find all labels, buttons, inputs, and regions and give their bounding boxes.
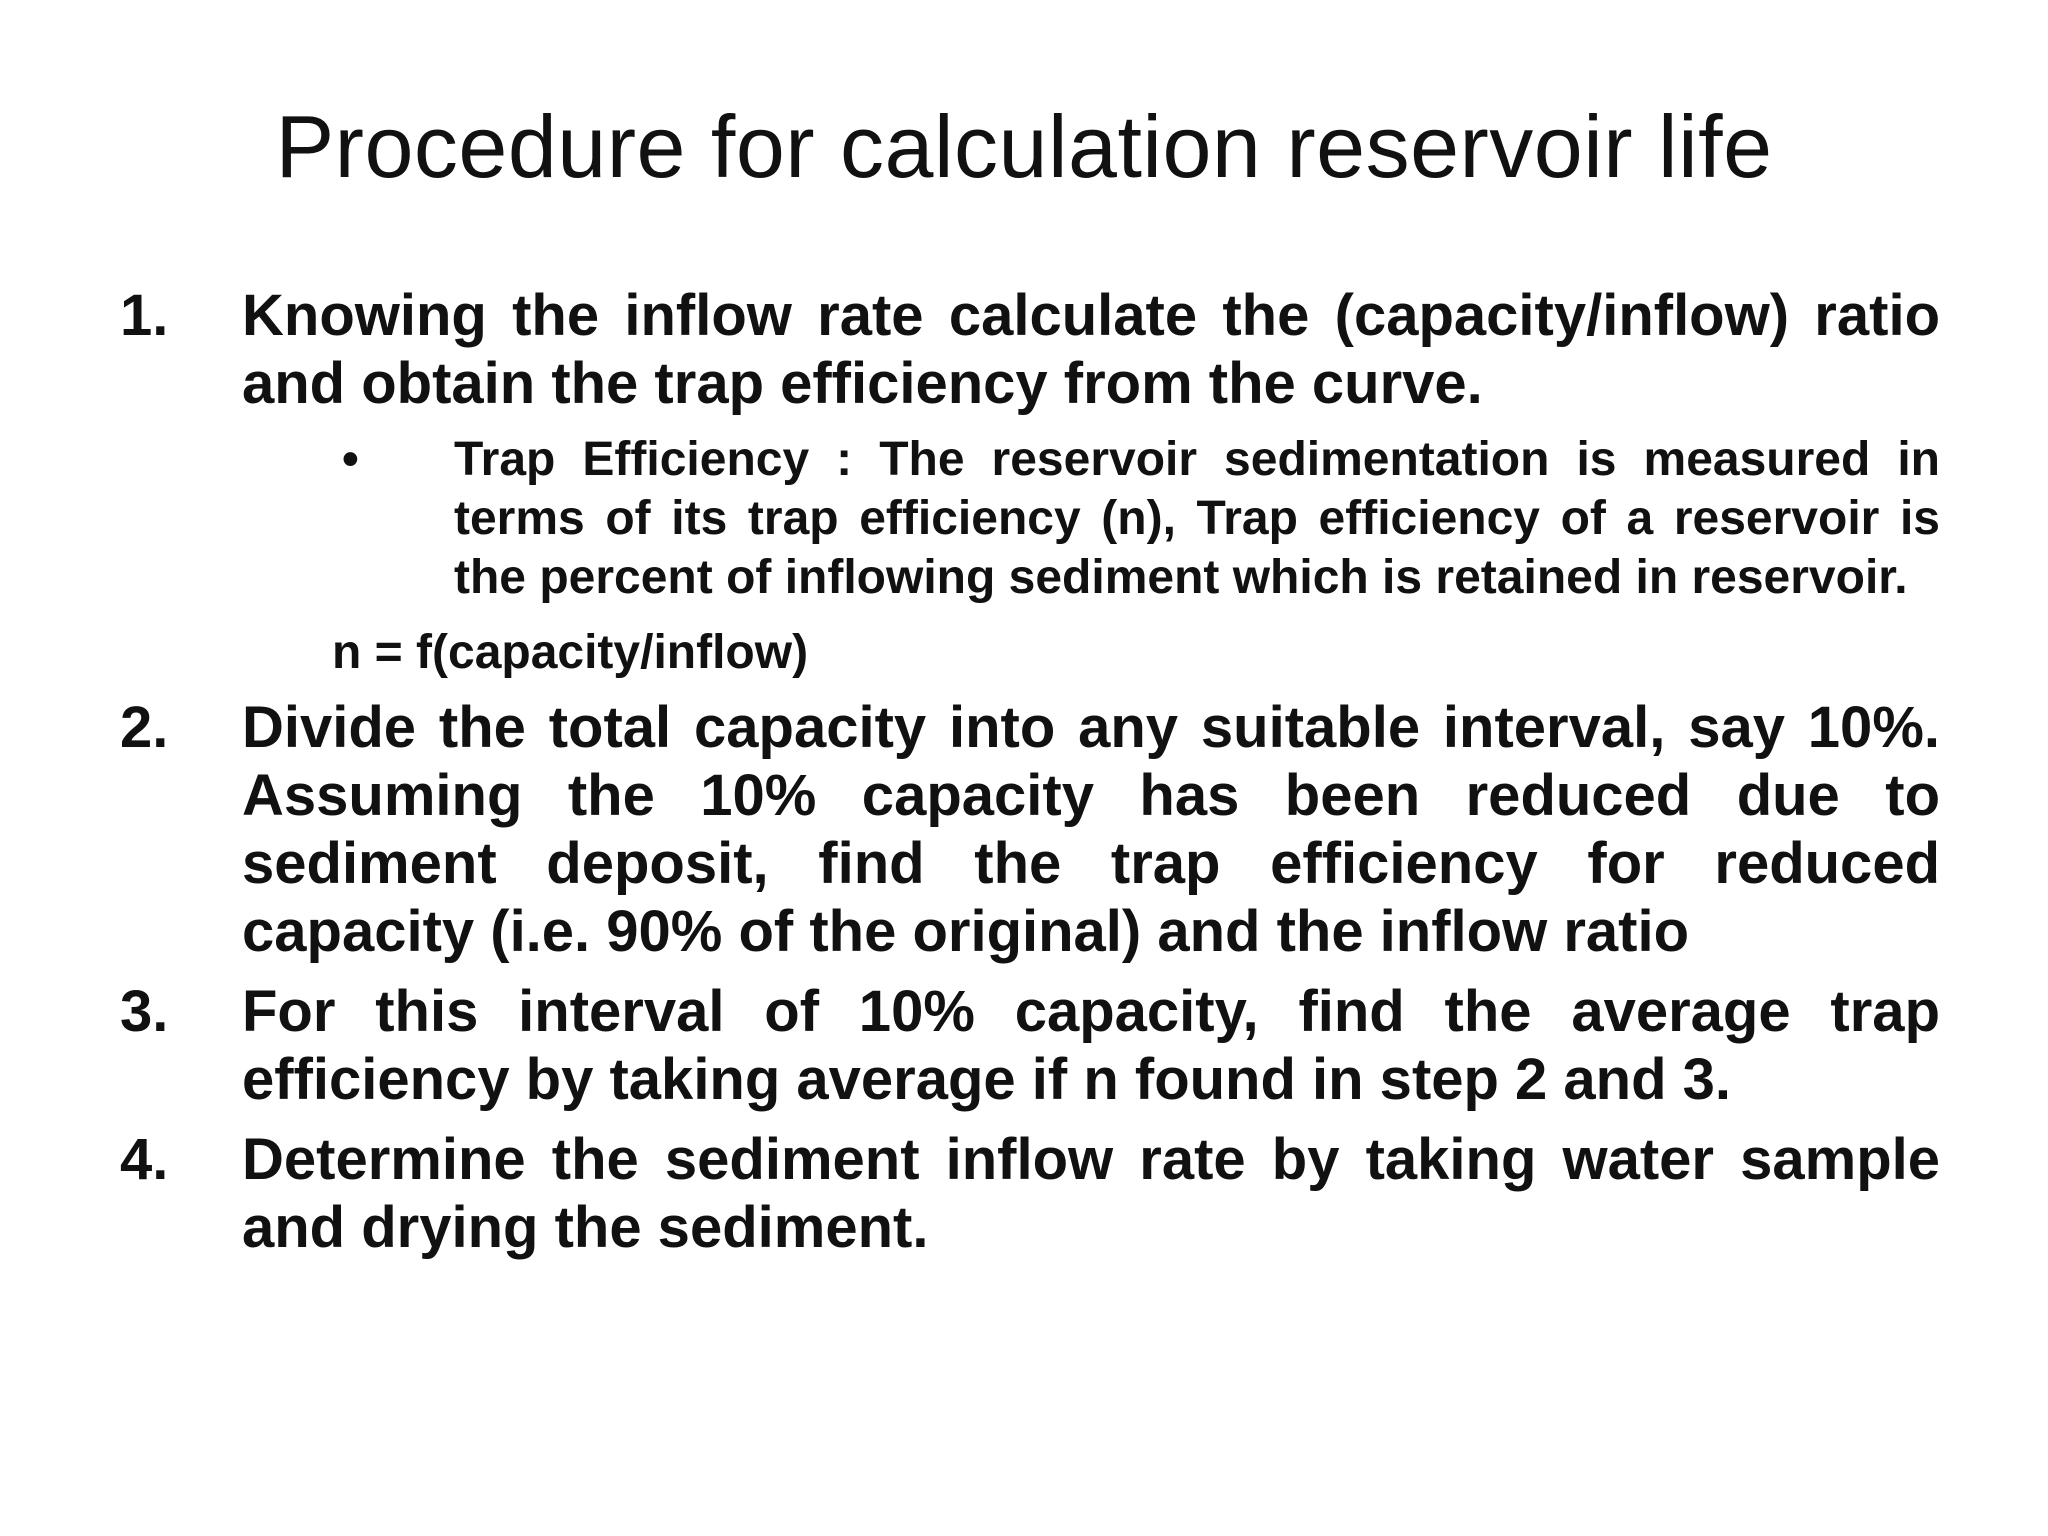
step-2	[120, 694, 1940, 966]
slide-content	[120, 282, 1940, 1274]
step-1	[120, 282, 1940, 682]
slide-title: Procedure for calculation reservoir life	[275, 97, 1773, 196]
step-3	[120, 978, 1940, 1114]
formula: n = f(capacity/inflow)	[332, 626, 809, 679]
step-number: 1.	[120, 283, 169, 348]
step-text: Knowing the inflow rate calculate the (capacity/inflow) ratio and obtain the trap efficiency from the curve.	[242, 283, 1940, 416]
step-number: 2.	[120, 695, 169, 760]
sub-bullet-trap-efficiency	[242, 430, 1940, 607]
step-text: Determine the sediment inflow rate by taking water sample and drying the sediment.	[242, 1127, 1940, 1260]
bullet-icon: •	[342, 433, 359, 486]
step-number: 3.	[120, 979, 169, 1044]
step-number: 4.	[120, 1127, 169, 1192]
step-text: Divide the total capacity into any suitable interval, say 10%. Assuming the 10% capacity has been reduced due to sediment deposit, find the trap efficiency for reduced capacity (i.e. 90% of the original) and the inflow ratio	[242, 695, 1940, 964]
step-4	[120, 1126, 1940, 1262]
step-text: For this interval of 10% capacity, find the average trap efficiency by taking average if n found in step 2 and 3.	[242, 979, 1940, 1112]
sub-bullet-text: Trap Efficiency : The reservoir sedimentation is measured in terms of its trap efficiency (n), Trap efficiency of a reservoir is the percent of inflowing sediment which is retained in reservoir.	[454, 433, 1940, 604]
